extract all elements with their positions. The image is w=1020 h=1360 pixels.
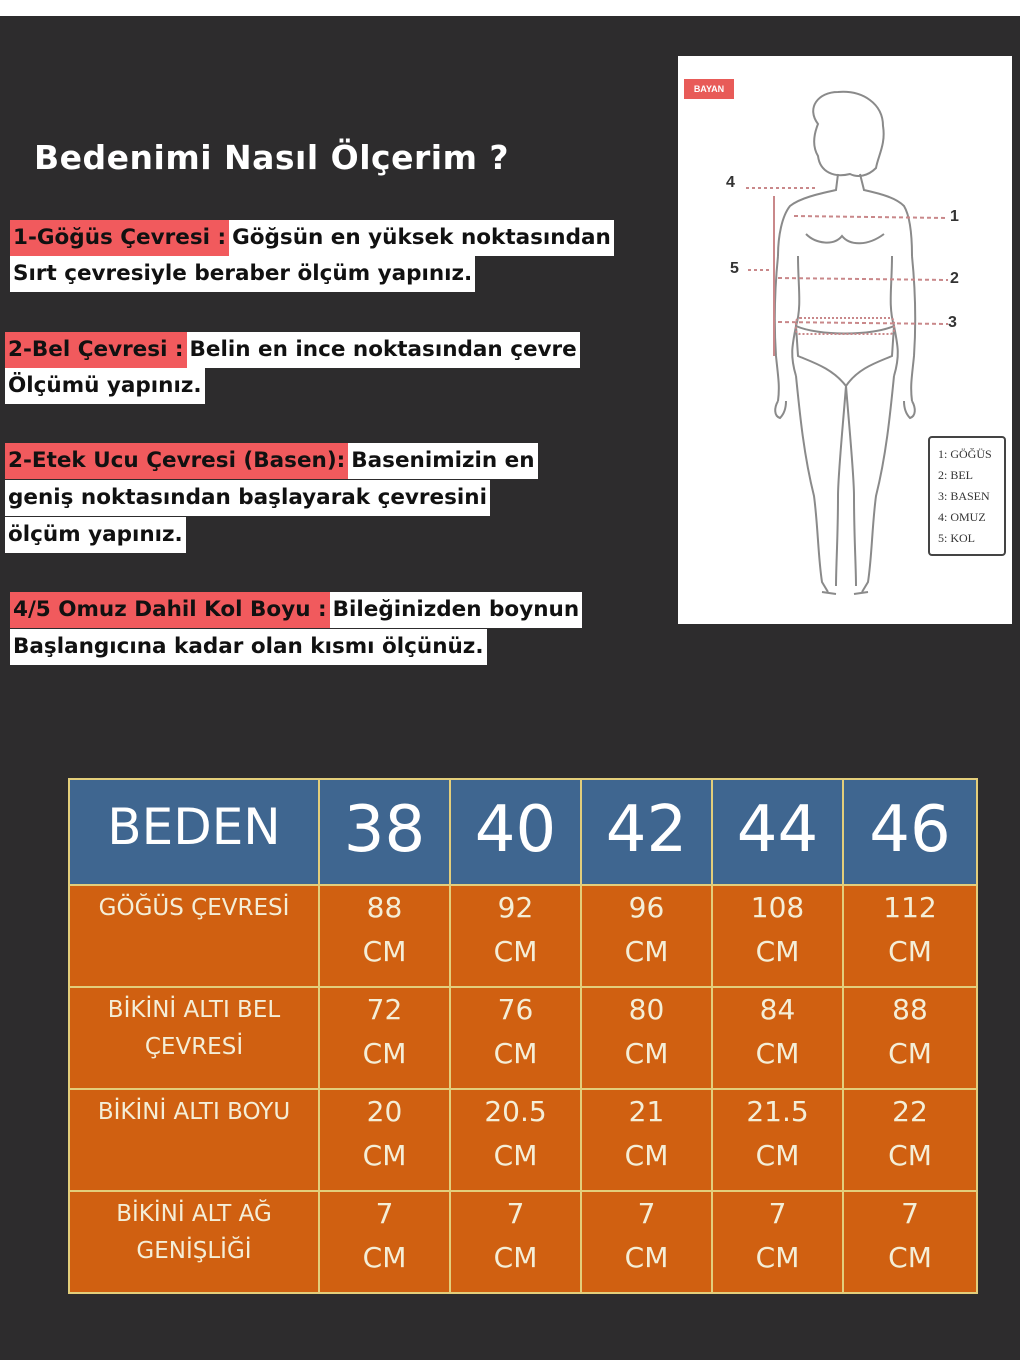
instruction-4-text: Bileğinizden boynun — [330, 592, 583, 628]
size-table — [68, 778, 978, 1294]
table-row — [69, 1089, 977, 1191]
page-title: Bedenimi Nasıl Ölçerim ? — [34, 138, 510, 177]
marker-2: 2 — [950, 270, 959, 287]
table-cell: 88 CM — [319, 885, 450, 987]
figure-legend — [928, 436, 1006, 556]
size-header-cell: 44 — [712, 779, 843, 885]
size-header-cell: 40 — [450, 779, 581, 885]
instruction-3-line-3 — [5, 517, 186, 553]
instruction-2-text: Belin en ince noktasından çevre — [187, 332, 580, 368]
body-measurement-figure — [678, 56, 1012, 624]
instruction-1-line-1 — [10, 220, 614, 256]
table-cell: 112 CM — [843, 885, 977, 987]
instruction-1-line-2 — [10, 256, 475, 292]
row-label: BİKİNİ ALTI BEL ÇEVRESİ — [69, 987, 319, 1089]
table-cell: 22 CM — [843, 1089, 977, 1191]
legend-item: 5: KOL — [938, 531, 975, 545]
legend-item: 3: BASEN — [938, 489, 990, 503]
table-cell: 21 CM — [581, 1089, 712, 1191]
marker-1: 1 — [950, 208, 959, 225]
table-cell: 72 CM — [319, 987, 450, 1089]
instruction-3-text: Basenimizin en — [348, 443, 537, 479]
instruction-2-line-2 — [5, 368, 205, 404]
instruction-1-text: Sırt çevresiyle beraber ölçüm yapınız. — [10, 256, 475, 292]
instruction-3-label: 2-Etek Ucu Çevresi (Basen): — [5, 443, 348, 479]
instruction-3-line-2 — [5, 480, 490, 516]
instruction-3-text: geniş noktasından başlayarak çevresini — [5, 480, 490, 516]
instruction-3-line-1 — [5, 443, 538, 479]
table-cell: 7 CM — [712, 1191, 843, 1293]
table-cell: 7 CM — [843, 1191, 977, 1293]
instruction-1-text: Göğsün en yüksek noktasından — [229, 220, 614, 256]
row-label: GÖĞÜS ÇEVRESİ — [69, 885, 319, 987]
instruction-2-line-1 — [5, 332, 580, 368]
legend-item: 2: BEL — [938, 468, 973, 482]
instruction-4-label: 4/5 Omuz Dahil Kol Boyu : — [10, 592, 330, 628]
table-row — [69, 1191, 977, 1293]
size-header-cell: 38 — [319, 779, 450, 885]
table-row — [69, 885, 977, 987]
table-cell: 7 CM — [581, 1191, 712, 1293]
size-header-cell: 46 — [843, 779, 977, 885]
legend-item: 1: GÖĞÜS — [938, 447, 992, 461]
instruction-2-label: 2-Bel Çevresi : — [5, 332, 187, 368]
row-label: BİKİNİ ALTI BOYU — [69, 1089, 319, 1191]
row-label: BİKİNİ ALT AĞ GENİŞLİĞİ — [69, 1191, 319, 1293]
table-cell: 80 CM — [581, 987, 712, 1089]
table-cell: 108 CM — [712, 885, 843, 987]
size-header-cell: 42 — [581, 779, 712, 885]
instruction-3-text: ölçüm yapınız. — [5, 517, 186, 553]
marker-5: 5 — [730, 260, 739, 277]
table-cell: 88 CM — [843, 987, 977, 1089]
instruction-4-line-2 — [10, 629, 487, 665]
table-cell: 76 CM — [450, 987, 581, 1089]
legend-item: 4: OMUZ — [938, 510, 986, 524]
table-cell: 84 CM — [712, 987, 843, 1089]
table-cell: 20.5 CM — [450, 1089, 581, 1191]
instruction-1-label: 1-Göğüs Çevresi : — [10, 220, 229, 256]
marker-4: 4 — [726, 174, 735, 191]
instruction-4-text: Başlangıcına kadar olan kısmı ölçünüz. — [10, 629, 487, 665]
size-header-row — [69, 779, 977, 885]
table-cell: 7 CM — [319, 1191, 450, 1293]
badge: BAYAN — [684, 79, 734, 99]
size-header-label: BEDEN — [69, 779, 319, 885]
table-cell: 96 CM — [581, 885, 712, 987]
table-row — [69, 987, 977, 1089]
marker-3: 3 — [948, 314, 957, 331]
table-cell: 92 CM — [450, 885, 581, 987]
instruction-4-line-1 — [10, 592, 582, 628]
table-cell: 7 CM — [450, 1191, 581, 1293]
instruction-2-text: Ölçümü yapınız. — [5, 368, 205, 404]
table-cell: 21.5 CM — [712, 1089, 843, 1191]
table-cell: 20 CM — [319, 1089, 450, 1191]
